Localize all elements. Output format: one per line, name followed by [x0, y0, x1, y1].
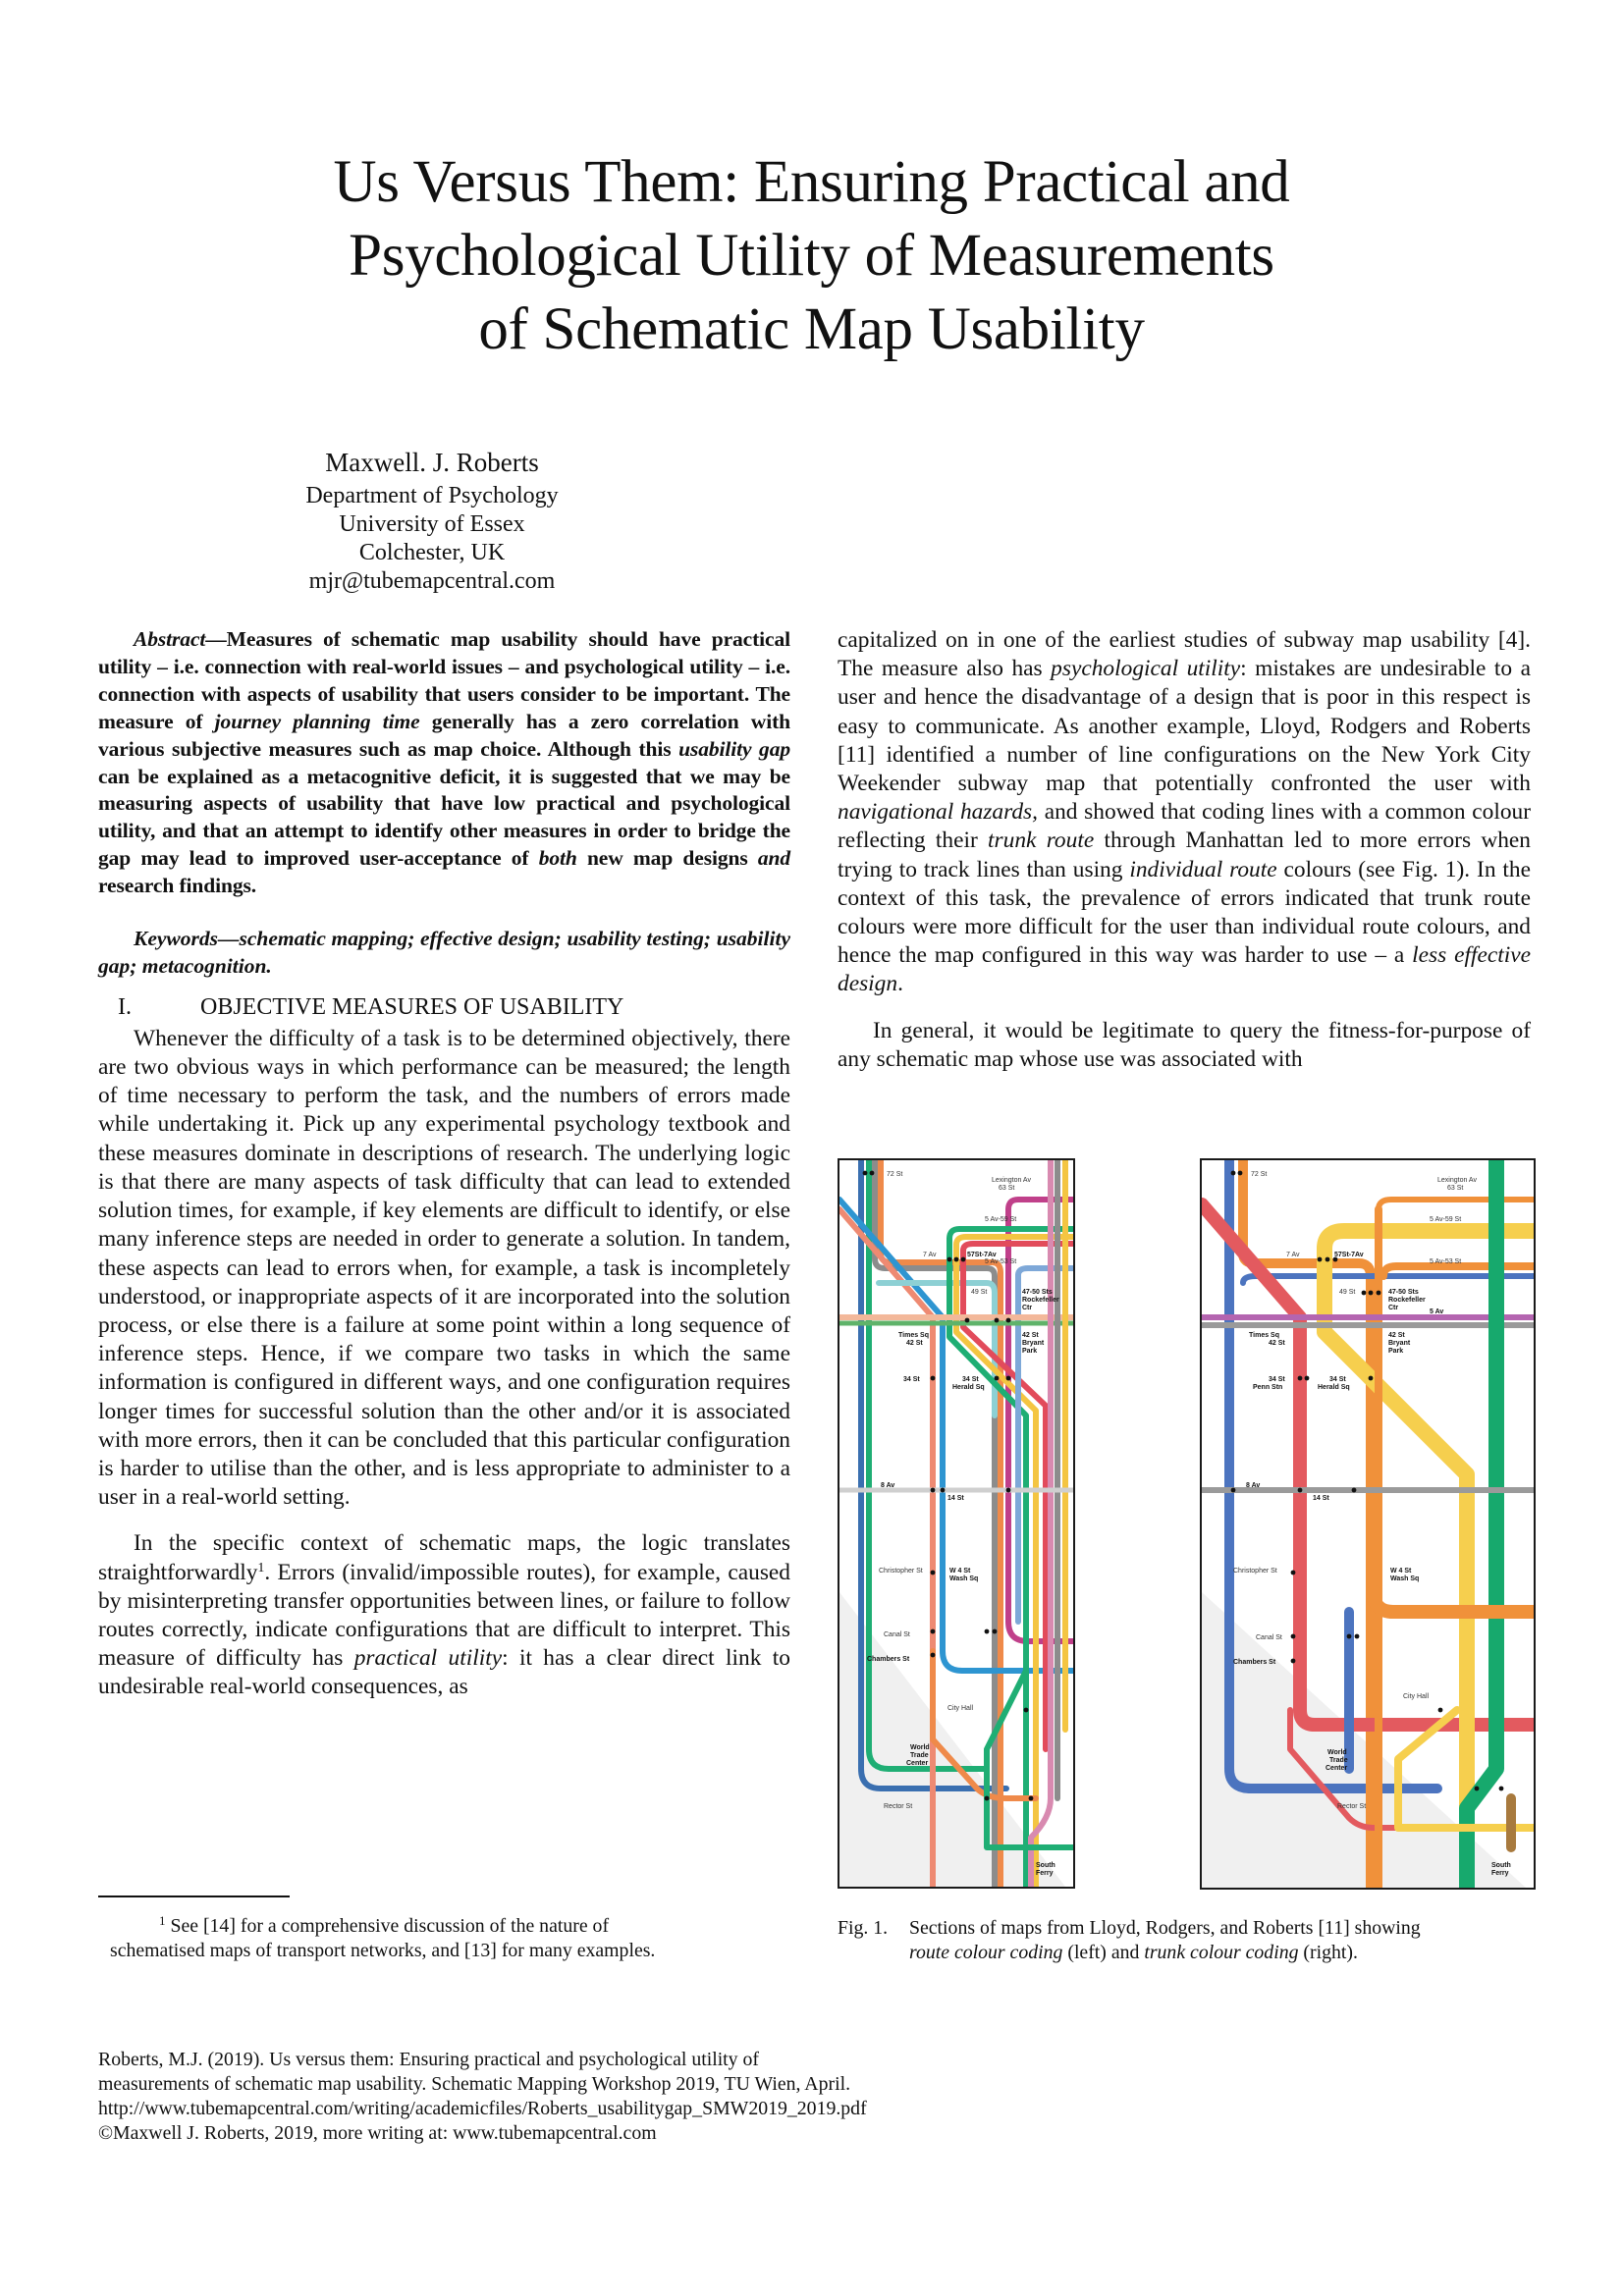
map-background-shade	[1202, 1592, 1526, 1888]
body-paragraph	[838, 626, 1531, 999]
abstract-emphasis: journey planning time	[214, 709, 420, 733]
keywords: Keywords—schematic mapping; effective design; usability testing; usability gap; metacognition.	[98, 927, 790, 978]
right-column	[838, 626, 1531, 1074]
station-label: Rockefeller	[1022, 1297, 1059, 1304]
station-label: 14 St	[1313, 1495, 1329, 1502]
station-label: 5 Av-59 St	[1430, 1216, 1462, 1223]
abstract-emphasis: both	[538, 846, 577, 871]
paragraph-text: : mistakes are undesirable to a user and hence the disadvantage of a design that is poor in this respect is easy to communicate. As another example, Lloyd, Rodgers and Roberts [11] identified a number of line configurations on the New York City Weekender subway map that potentially confronted the user with	[838, 656, 1531, 797]
station-label: Ctr	[1022, 1305, 1033, 1311]
paragraph-text: In the specific context of schematic maps, the logic translates straightforwardly	[98, 1530, 790, 1585]
left-column	[98, 626, 790, 1702]
station-label: 5 Av-53 St	[1430, 1258, 1462, 1265]
paragraph-emphasis: individual route	[1129, 856, 1277, 882]
citation-block	[98, 2048, 1080, 2146]
station-label: Ctr	[1388, 1305, 1399, 1311]
station-label: Christopher St	[1233, 1568, 1277, 1575]
figure-label: Fig. 1.	[838, 1917, 889, 1939]
paragraph-text: .	[897, 971, 903, 997]
footnote-ref[interactable]: 1	[257, 1560, 265, 1575]
station-label: Rockefeller	[1388, 1297, 1426, 1304]
station-label: Park	[1022, 1348, 1038, 1355]
station-label: South	[1491, 1862, 1511, 1869]
station-label: Times Sq	[1249, 1332, 1279, 1339]
station-label: 34 St	[1329, 1376, 1346, 1383]
paragraph-emphasis: trunk route	[988, 828, 1095, 854]
paper-title	[196, 145, 1427, 366]
abstract-text: can be explained as a metacognitive deficit, it is suggested that we may be measuring aspects of usability that have low practical and psychological utility, and that an attempt to identify other measures in order to bridge the gap may lead to improved user-acceptance of	[98, 764, 790, 871]
paragraph-text: through Manhattan led to more errors when trying to track lines than using	[838, 828, 1532, 882]
station-label: Chambers St	[867, 1656, 910, 1663]
title-line-2: Psychological Utility of Measurements	[349, 223, 1274, 289]
citation-url[interactable]: http://www.tubemapcentral.com/writing/academicfiles/Roberts_usabilitygap_SMW2019_2019.pdf	[98, 2098, 867, 2119]
station-label: 63 St	[999, 1185, 1015, 1192]
author-location: Colchester, UK	[358, 540, 506, 565]
station-label: Wash Sq	[1390, 1575, 1420, 1582]
station-label: Herald Sq	[1318, 1384, 1350, 1391]
station-label: 72 St	[1251, 1171, 1268, 1178]
subway-map-left	[839, 1160, 1073, 1887]
station-label: Herald Sq	[952, 1384, 985, 1391]
station-label: Trade	[1329, 1757, 1348, 1764]
paragraph-emphasis: navigational hazards,	[838, 799, 1039, 826]
body-paragraph	[98, 1529, 790, 1701]
caption-emphasis: route colour coding	[909, 1942, 1063, 1963]
station-label: 57St-7Av	[1334, 1252, 1364, 1258]
abstract	[98, 626, 790, 900]
station-label: Penn Stn	[1253, 1384, 1283, 1391]
author-university: University of Essex	[339, 511, 525, 537]
station-label: Wash Sq	[949, 1575, 979, 1582]
station-label: Times Sq	[898, 1332, 929, 1339]
station-label: 34 St	[962, 1376, 979, 1383]
station-label: 34 St	[1269, 1376, 1285, 1383]
station-label: Lexington Av	[992, 1177, 1031, 1184]
footnote-divider	[98, 1896, 290, 1897]
author-block	[245, 447, 619, 596]
station-label: 42 St	[1388, 1332, 1405, 1339]
station-label: 49 St	[1339, 1289, 1356, 1296]
paragraph-text: and showed that coding lines with a common colour reflecting their	[838, 799, 1531, 854]
caption-text: Sections of maps from Lloyd, Rodgers, and Roberts [11] showing	[909, 1917, 1421, 1939]
station-label: Canal St	[1256, 1634, 1282, 1641]
abstract-emphasis: and	[757, 846, 790, 871]
caption-emphasis: trunk colour coding	[1144, 1942, 1299, 1963]
station-label: 5 Av	[1430, 1308, 1444, 1315]
abstract-emphasis: usability gap	[678, 736, 790, 761]
station-label: 49 St	[971, 1289, 988, 1296]
station-label: World	[1327, 1749, 1347, 1756]
paragraph-text: . Errors (invalid/impossible routes), for example, caused by misinterpreting transfer opportunities between lines, or failure to follow routes correctly, indicate configurations that are difficult to interpret. This measure of difficulty has	[98, 1559, 790, 1672]
section-number: I.	[118, 993, 132, 1020]
abstract-label: Abstract	[134, 627, 206, 651]
abstract-text: new map designs	[576, 846, 758, 871]
station-label: 34 St	[903, 1376, 920, 1383]
abstract-text: generally has a zero correlation with various subjective measures such as map choice. Although this	[98, 709, 790, 761]
station-label: Chambers St	[1233, 1659, 1276, 1666]
caption-text: (left) and	[1062, 1942, 1145, 1963]
title-line-1: Us Versus Them: Ensuring Practical and	[333, 149, 1290, 215]
station-label: Canal St	[884, 1631, 910, 1638]
station-label: South	[1036, 1862, 1055, 1869]
subway-map-right	[1202, 1160, 1534, 1888]
station-label: 7 Av	[1286, 1252, 1300, 1258]
trunk-orange-w4	[1374, 1592, 1534, 1612]
station-label: 63 St	[1447, 1185, 1464, 1192]
paragraph-emphasis: less effective design	[838, 942, 1531, 997]
footnote	[110, 1914, 797, 1963]
station-label: 47-50 Sts	[1388, 1289, 1419, 1296]
caption-text: (right).	[1298, 1942, 1358, 1963]
author-name: Maxwell. J. Roberts	[325, 448, 539, 477]
station-label: 72 St	[887, 1171, 903, 1178]
figure-caption	[838, 1916, 1531, 1965]
paragraph-text: colours (see Fig. 1). In the context of this task, the prevalence of errors indicated that trunk route colours were more difficult for the user than individual route colours, and hence the map configured in this way was harder to use – a	[838, 856, 1531, 969]
station-label: 57St-7Av	[967, 1252, 997, 1258]
station-label: W 4 St	[1390, 1568, 1412, 1575]
station-label: 5 Av-53 St	[985, 1258, 1017, 1265]
station-label: 8 Av	[881, 1482, 895, 1489]
map-route-colour-coding	[838, 1158, 1075, 1889]
station-label: Trade	[910, 1752, 929, 1759]
abstract-text: research findings.	[98, 874, 257, 898]
station-label: 14 St	[947, 1495, 964, 1502]
section-title: OBJECTIVE MEASURES OF USABILITY	[200, 993, 624, 1020]
station-label: 47-50 Sts	[1022, 1289, 1053, 1296]
station-label: Lexington Av	[1437, 1177, 1477, 1184]
station-label: World	[910, 1744, 930, 1751]
paragraph-emphasis: practical utility	[353, 1645, 503, 1672]
station-label: Bryant	[1388, 1340, 1411, 1347]
body-paragraph: In general, it would be legitimate to query the fitness-for-purpose of any schematic map whose use was associated with	[838, 1017, 1531, 1072]
station-label: Bryant	[1022, 1340, 1045, 1347]
station-label: Rector St	[884, 1803, 913, 1810]
station-label: City Hall	[1403, 1693, 1430, 1700]
paragraph-text: capitalized on in one of the earliest studies of subway map usability [4]. The measure also has	[838, 627, 1531, 682]
footnote-text: See [14] for a comprehensive discussion of the nature of	[165, 1915, 610, 1937]
station-label: Ferry	[1036, 1870, 1054, 1877]
station-label: 8 Av	[1246, 1482, 1261, 1489]
station-label: Ferry	[1491, 1870, 1509, 1877]
title-line-3: of Schematic Map Usability	[478, 296, 1145, 362]
author-email[interactable]: mjr@tubemapcentral.com	[308, 568, 556, 594]
citation-line: measurements of schematic map usability. Schematic Mapping Workshop 2019, TU Wien, April.	[98, 2073, 851, 2095]
abstract-text: Measures of schematic map usability should have practical utility – i.e. connection with real-world issues – and psychological utility – i.e. connection with aspects of usability that users consider to be important. The measure of	[98, 627, 790, 733]
map-trunk-colour-coding	[1200, 1158, 1536, 1890]
station-label: Christopher St	[879, 1568, 923, 1575]
station-label: 42 St	[1269, 1340, 1285, 1347]
author-department: Department of Psychology	[305, 483, 559, 508]
station-label: 5 Av-59 St	[985, 1216, 1017, 1223]
citation-copyright: ©Maxwell J. Roberts, 2019, more writing at: www.tubemapcentral.com	[98, 2122, 657, 2144]
footnote-text: schematised maps of transport networks, and [13] for many examples.	[110, 1940, 656, 1961]
station-label: 7 Av	[923, 1252, 937, 1258]
footnote-marker: 1	[159, 1913, 166, 1928]
station-label: City Hall	[947, 1705, 974, 1712]
station-label: Rector St	[1337, 1803, 1367, 1810]
trunk-orange-lex	[1379, 1200, 1534, 1209]
station-label: 42 St	[906, 1340, 923, 1347]
station-label: Center	[1325, 1765, 1348, 1772]
section-heading	[98, 992, 790, 1022]
paragraph-emphasis: psychological utility	[1051, 656, 1241, 682]
station-label: Center	[906, 1760, 929, 1767]
abstract-dash: —	[205, 627, 227, 651]
paragraph-text: : it has a clear direct link to undesirable real-world consequences, as	[98, 1645, 790, 1700]
body-paragraph: Whenever the difficulty of a task is to be determined objectively, there are two obvious ways in which performance can be measured; the length of time necessary to perform the task, and the numbers of errors made while undertaking it. Pick up any experimental psychology textbook and these measures dominate in descriptions of research. The underlying logic is that there are many aspects of task difficulty that can lead to extended solution times, for example, if key elements are difficult to identify, or else many inference steps are needed in order to generate a solution. In tandem, these aspects can lead to errors when, for example, a task is incompletely understood, or inappropriate aspects of it are incorporated into the solution process, or else there is a failure at some point within a long sequence of inference steps. Hence, if we compare two tasks in which the same information is configured in different ways, and one configuration requires longer times for successful solution than the other and/or it is associated with more errors, then it can be concluded that this particular configuration is harder to utilise than the other, and is less appropriate to administer to a user in a real-world setting.	[98, 1025, 790, 1511]
station-label: Park	[1388, 1348, 1404, 1355]
citation-line: Roberts, M.J. (2019). Us versus them: Ensuring practical and psychological utility of	[98, 2049, 759, 2070]
station-label: W 4 St	[949, 1568, 971, 1575]
station-label: 42 St	[1022, 1332, 1039, 1339]
